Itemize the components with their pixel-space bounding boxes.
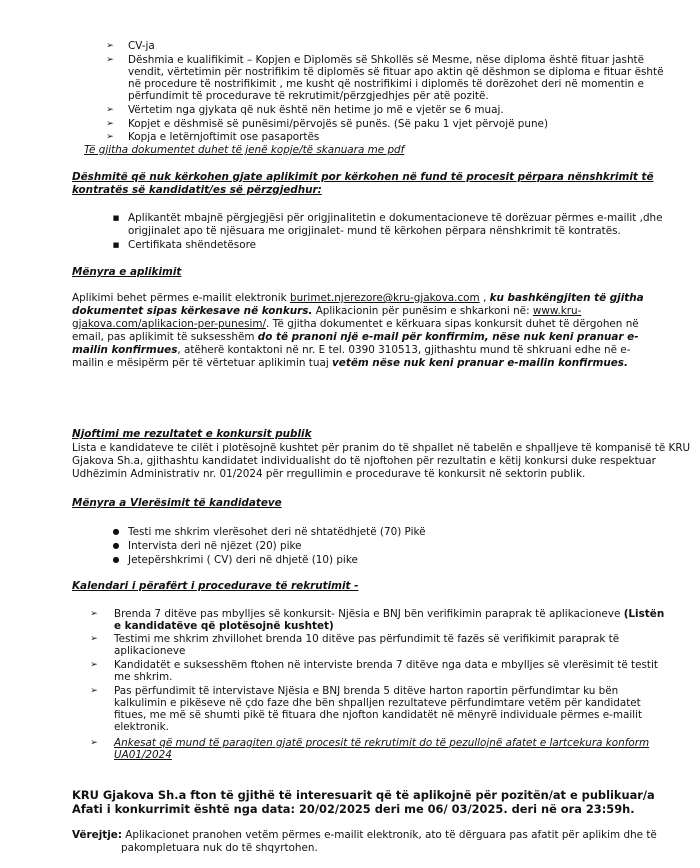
application-text: Aplikimi behet përmes e-mailit elektronik [72,292,290,304]
evaluation-item: Testi me shkrim vlerësohet deri në shtatëdhjetë (70) Pikë [128,526,426,538]
application-text: mailin e mësipërm për të vërtetuar aplikimin tuaj [72,357,333,369]
calendar-text: Brenda 7 ditëve pas mbylljes së konkursit- Njësia e BNJ bën verifikimin paraprak të aplikacioneve [114,608,624,620]
list-item-vertetim: Vërtetim nga gjykata që nuk është nën hetime jo më e vjetër se 6 muaj. [128,104,504,116]
notification-heading: Njoftimi me rezultatet e konkursit publik [72,428,312,440]
application-line-2 [72,305,581,317]
application-line-5 [72,344,630,356]
calendar-item-verification-cont: e kandidatëve që plotësojnë kushtet) [114,620,334,632]
evaluation-heading: Mënyra a Vlerësimit të kandidateve [72,497,282,509]
application-heading: Mënyra e aplikimit [72,266,182,278]
note-text: Aplikacionet pranohen vetëm përmes e-mailit elektronik, ato të dërguara pas afatit për aplikim dhe të [121,829,657,841]
application-line-1 [72,292,644,304]
calendar-item-report: Pas përfundimit të intervistave Njësia e BNJ brenda 5 ditëve harton raportin përfundimtar ku bën [114,685,619,697]
arrow-bullet-icon: ➢ [90,660,98,670]
application-emphasis: do të pranoni një e-mail për konfirmim, nëse nuk keni pranuar e- [257,331,639,343]
proof-heading: Dëshmitë që nuk kërkohen gjate aplikimit por kërkohen në fund të procesit përpara nënshkrimit të [72,171,654,183]
note-label: Vërejtje: [72,829,122,841]
calendar-item-complaints-cont: UA01/2024 [114,749,172,761]
calendar-item-report-cont: fitues, me më së shumti pikë të fituara dhe njofton kandidatët në mënyrë individuale përmes e-mailit [114,709,643,721]
footer-note [72,829,657,841]
calendar-item-report-cont: kalkulimin e pikëseve në çdo faze dhe bën shpalljen rezultateve përfundimtare vetëm për kandidatet [114,697,641,709]
application-line-3 [72,318,639,330]
footer-invitation: KRU Gjakova Sh.a fton të gjithë të interesuarit që të aplikojnë për pozitën/at e publikuar/a [72,788,655,802]
evaluation-item: Jetepërshkrimi ( CV) deri në dhjetë (10) pike [128,554,358,566]
application-line-6 [72,357,628,369]
application-line-4 [72,331,639,343]
proof-heading-cont: kontratës së kandidatit/es së përzgjedhur: [72,184,322,196]
application-emphasis: dokumentet sipas kërkesave në konkurs. [72,305,313,317]
square-bullet-icon: ■ [112,214,120,222]
list-item-cv: CV-ja [128,40,155,52]
calendar-item-report-cont: elektronik. [114,721,169,733]
list-item-kualifikim-cont: vendit, vërtetimin për nostrifikim të diplomës së fituar apo aktin që dëshmon se diploma e fituar është [128,66,664,78]
proof-bullet-originality-cont: origjinalet apo të njësuara me origjinalet- mund të kërkohen përpara nënshkrimit të kontratës. [128,225,621,237]
square-bullet-icon: ■ [112,241,120,249]
website-link[interactable]: www.kru- [532,305,582,317]
footer-deadline: Afati i konkurrimit është nga data: 20/02/2025 deri me 06/ 03/2025. deri në ora 23:59h. [72,802,635,816]
arrow-bullet-icon: ➢ [106,41,114,51]
email-link[interactable]: burimet.njerezore@kru-gjakova.com [289,292,480,304]
calendar-item-interview: Kandidatët e suksesshëm ftohen në interviste brenda 7 ditëve nga data e mbylljes së vlerësimit të testit [114,659,658,671]
notification-line: Lista e kandidateve te cilët i plotësojnë kushtet për pranim do të shpallet në tabelën e shpalljeve të kompanisë të KRU [72,442,691,454]
arrow-bullet-icon: ➢ [106,132,114,142]
arrow-bullet-icon: ➢ [106,119,114,129]
list-item-kualifikim-cont: përfundimit të procedurave të rekrutimit/përzgjedhjes për atë pozitë. [128,90,489,102]
list-item-leternjoftim: Kopja e letërnjoftimit ose pasaportës [128,131,320,143]
arrow-bullet-icon: ➢ [90,609,98,619]
application-text: . Të gjitha dokumentet e kërkuara sipas konkursit duhet të dërgohen në [266,318,639,330]
application-emphasis: mailin konfirmues [72,344,178,356]
round-bullet-icon: ● [112,555,120,564]
application-text: Aplikacionin për punësim e shkarkoni në: [312,305,533,317]
application-emphasis: ku bashkëngjiten të gjitha [489,292,644,304]
arrow-bullet-icon: ➢ [90,634,98,644]
calendar-emphasis: (Listën [623,608,665,620]
arrow-bullet-icon: ➢ [90,738,98,748]
list-item-kualifikim-cont: në procedure të nostrifikimit , me kusht që nostrifikimi i diplomës të dorëzohet deri në momentin e [128,78,644,90]
application-text: , atëherë kontaktoni në nr. E tel. 0390 310513, gjithashtu mund të shkruani edhe në e- [177,344,631,356]
application-emphasis: vetëm nëse nuk keni pranuar e-mailin konfirmues. [332,357,628,369]
notification-line: Gjakova Sh.a, gjithashtu kandidatet individualisht do të njoftohen për rezultatin e këtij konkursi duke respektuar [72,455,656,467]
calendar-item-test-cont: aplikacioneve [114,645,186,657]
scan-note: Të gjitha dokumentet duhet të jenë kopje/të skanuara me pdf [84,144,405,156]
evaluation-item: Intervista deri në njëzet (20) pike [128,540,302,552]
arrow-bullet-icon: ➢ [106,55,114,65]
calendar-item-complaints: Ankesat që mund të paragiten gjatë procesit të rekrutimit do të pezullojnë afatet e lartcekura konform [114,737,650,749]
calendar-item-verification [114,608,664,620]
note-text-cont: pakompletuara nuk do të shqyrtohen. [121,842,318,854]
proof-bullet-originality: Aplikantët mbajnë përgjegjësi për origjinalitetin e dokumentacioneve të dorëzuar përmes e-mailit ,dhe [128,212,663,224]
round-bullet-icon: ● [112,541,120,550]
proof-bullet-certificate: Certifikata shëndetësore [128,239,257,251]
list-item-kualifikim: Dëshmia e kualifikimit – Kopjen e Diplomës së Shkollës së Mesme, nëse diploma është fituar jashtë [128,54,644,66]
arrow-bullet-icon: ➢ [90,686,98,696]
calendar-heading: Kalendari i përafërt i procedurave të rekrutimit - [72,580,359,592]
application-text: email, pas aplikimit të suksesshëm [72,331,258,343]
application-text: , [479,292,490,304]
notification-line: Udhëzimin Administrativ nr. 01/2024 për rregullimin e procedurave të konkursit në sektorin publik. [72,468,586,480]
calendar-item-interview-cont: me shkrim. [114,671,173,683]
list-item-punesimi: Kopjet e dëshmisë së punësimi/përvojës së punës. (Së paku 1 vjet përvojë pune) [128,118,549,130]
calendar-item-test: Testimi me shkrim zhvillohet brenda 10 ditëve pas përfundimit të fazës së verifikimit paraprak të [114,633,620,645]
website-link-cont[interactable]: gjakova.com/aplikacion-per-punesim/ [72,318,267,330]
arrow-bullet-icon: ➢ [106,105,114,115]
round-bullet-icon: ● [112,527,120,536]
